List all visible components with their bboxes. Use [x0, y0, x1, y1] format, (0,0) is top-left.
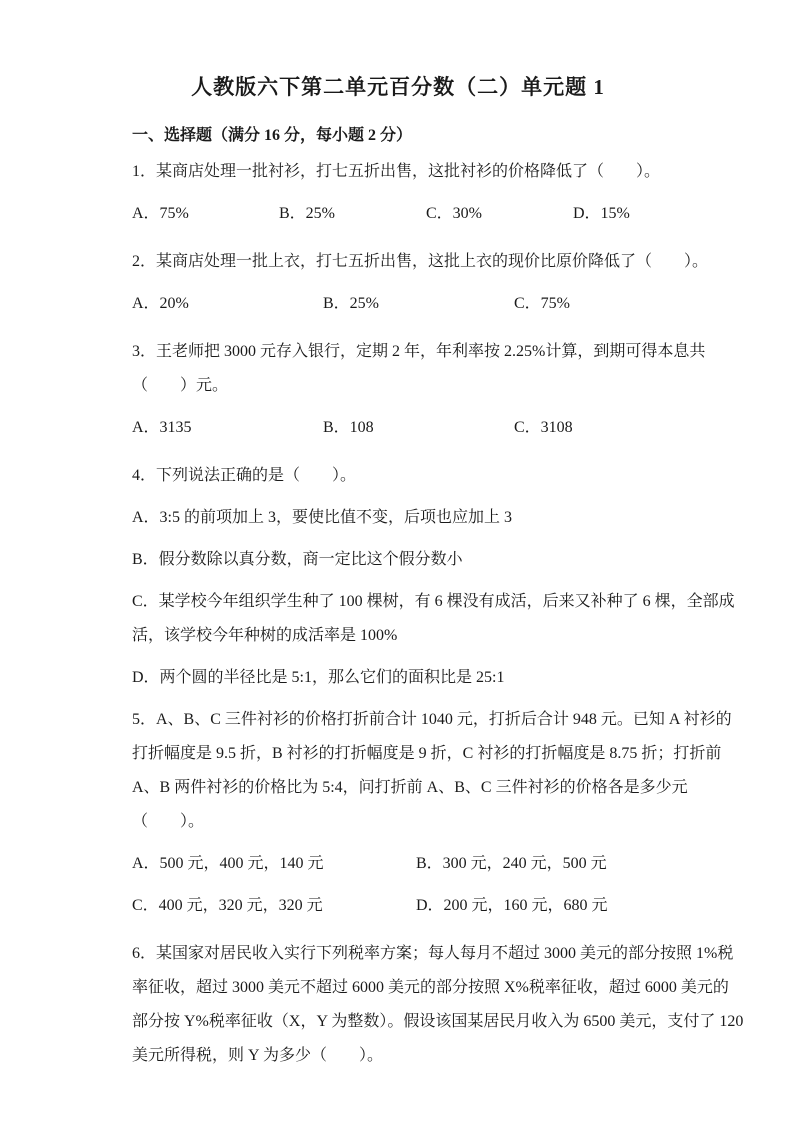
question-5-text — [132, 703, 732, 839]
question-5 — [132, 703, 732, 923]
option-c: C．3108 — [514, 419, 573, 436]
question-text-line: 2．某商店处理一批上衣，打七五折出售，这批上衣的现价比原价降低了（ ）。 — [132, 253, 709, 270]
question-1-text — [132, 155, 664, 189]
option-b: B．25% — [323, 295, 380, 312]
question-text-line: 5．A、B、C 三件衬衫的价格打折前合计 1040 元，打折后合计 948 元。已知 A 衬衫的 — [132, 711, 732, 728]
question-text-line: （ ）。 — [132, 813, 205, 830]
question-text-line: （ ）元。 — [132, 377, 229, 394]
option-text-line: B．假分数除以真分数，商一定比这个假分数小 — [132, 551, 463, 568]
question-2 — [132, 245, 709, 321]
question-2-text — [132, 245, 709, 279]
question-text-line: 部分按 Y%税率征收（X，Y 为整数）。假设该国某居民月收入为 6500 美元，支付了 120 — [132, 1013, 744, 1030]
option-b: B．300 元，240 元，500 元 — [416, 855, 607, 872]
option-d: D．200 元，160 元，680 元 — [416, 897, 608, 914]
question-3-options — [132, 411, 664, 445]
option-text-line: D．两个圆的半径比是 5:1，那么它们的面积比是 25:1 — [132, 669, 505, 686]
question-1 — [132, 155, 664, 231]
question-text-line: 1．某商店处理一批衬衫，打七五折出售，这批衬衫的价格降低了（ ）。 — [132, 163, 661, 180]
question-6 — [132, 937, 744, 1073]
option-d: D．15% — [573, 205, 630, 222]
question-4 — [132, 459, 735, 695]
question-text-line: 打折幅度是 9.5 折，B 衬衫的打折幅度是 9 折，C 衬衫的打折幅度是 8.75 折；打折前 — [132, 745, 722, 762]
question-4-option-a — [132, 501, 664, 535]
option-c: C．400 元，320 元，320 元 — [132, 897, 323, 914]
option-c: C．30% — [426, 205, 483, 222]
question-text-line: 6．某国家对居民收入实行下列税率方案；每人每月不超过 3000 美元的部分按照 1%税 — [132, 945, 734, 962]
question-3-text — [132, 335, 706, 403]
option-text-line: A．3:5 的前项加上 3，要使比值不变，后项也应加上 3 — [132, 509, 513, 526]
question-4-option-b — [132, 543, 664, 577]
option-a: A．3135 — [132, 419, 192, 436]
question-5-options-row-1 — [132, 847, 664, 881]
question-text-line: A、B 两件衬衫的价格比为 5:4，问打折前 A、B、C 三件衬衫的价格各是多少元 — [132, 779, 688, 796]
option-text-line: C．某学校今年组织学生种了 100 棵树，有 6 棵没有成活，后来又补种了 6 棵，全部成 — [132, 593, 735, 610]
option-b: B．25% — [279, 205, 336, 222]
option-b: B．108 — [323, 419, 374, 436]
question-6-text — [132, 937, 744, 1073]
question-4-option-c — [132, 585, 735, 653]
question-text-line: 美元所得税，则 Y 为多少（ ）。 — [132, 1047, 383, 1064]
option-a: A．75% — [132, 205, 189, 222]
option-a: A．20% — [132, 295, 189, 312]
option-a: A．500 元，400 元，140 元 — [132, 855, 324, 872]
question-5-options-row-2 — [132, 889, 664, 923]
section-heading-choice-questions: 一、选择题（满分 16 分，每小题 2 分） — [132, 127, 413, 144]
question-2-options — [132, 287, 664, 321]
option-text-line: 活，该学校今年种树的成活率是 100% — [132, 627, 398, 644]
question-text-line: 4．下列说法正确的是（ ）。 — [132, 467, 357, 484]
option-c: C．75% — [514, 295, 571, 312]
question-3 — [132, 335, 706, 445]
document-title: 人教版六下第二单元百分数（二）单元题 1 — [191, 75, 605, 99]
question-1-options — [132, 197, 664, 231]
question-text-line: 率征收，超过 3000 美元不超过 6000 美元的部分按照 X%税率征收，超过 6000 美元的 — [132, 979, 729, 996]
question-4-text — [132, 459, 664, 493]
question-4-option-d — [132, 661, 664, 695]
question-text-line: 3．王老师把 3000 元存入银行，定期 2 年，年利率按 2.25%计算，到期可得本息共 — [132, 343, 706, 360]
